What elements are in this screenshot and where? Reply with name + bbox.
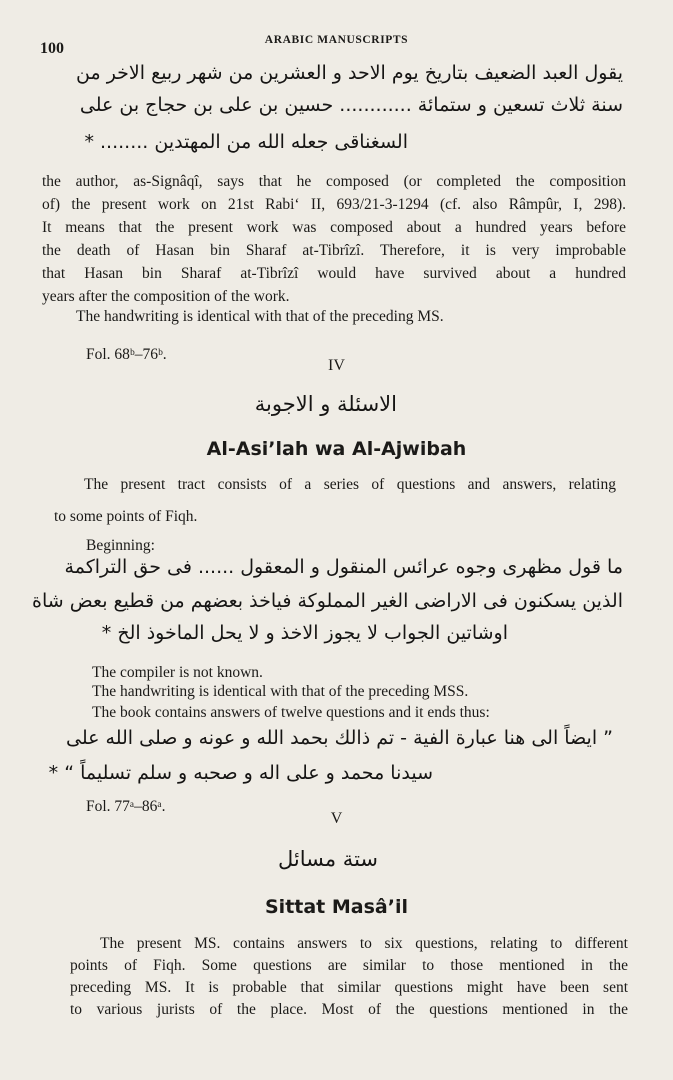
paragraph-line: of) the present work on 21st Rabi‘ II, 693/21-3-1294 (cf. also Râmpûr, I, 298). [42, 196, 626, 213]
paragraph-line: the death of Hasan bin Sharaf at-Tibrîzî. Therefore, it is very improbable [42, 242, 626, 259]
section-desc-line: to some points of Fiqh. [54, 508, 198, 525]
section-numeral: V [330, 810, 343, 827]
beginning-label: Beginning: [86, 537, 155, 554]
section-desc-line: points of Fiqh. Some questions are similar to those mentioned in the [70, 957, 628, 974]
colophon-arabic-line: سنة ثلاث تسعين و ستمائة ............ حسين بن على بن حجاج بن على [79, 94, 623, 116]
note-line: The handwriting is identical with that of the preceding MSS. [92, 683, 469, 700]
folio-reference: Fol. 77ᵃ–86ᵃ. [86, 798, 166, 815]
beginning-arabic-line: الذين يسكنون فى الاراضى الغير المملوكة فياخذ بعضهم من قطيع بعض شاة [32, 590, 623, 612]
section-desc-line: The present MS. contains answers to six questions, relating to different [100, 935, 628, 952]
beginning-arabic-line: اوشاتين الجواب لا يجوز الاخذ و لا يحل الماخوذ الخ * [101, 622, 508, 644]
section-title: Sittat Masâ’il [265, 896, 408, 918]
note-line: The book contains answers of twelve questions and it ends thus: [92, 704, 490, 721]
page-number: 100 [40, 40, 64, 57]
ending-arabic-line: سيدنا محمد و على اله و صحبه و سلم تسليماً “ * [48, 762, 433, 784]
section-desc-line: The present tract consists of a series of questions and answers, relating [84, 476, 616, 493]
paragraph-line: that Hasan bin Sharaf at-Tibrîzî would have survived about a hundred [42, 265, 626, 282]
paragraph-line: It means that the present work was composed about a hundred years before [42, 219, 626, 236]
paragraph-line: The handwriting is identical with that of the preceding MS. [76, 308, 444, 325]
ending-arabic-line: ” ايضاً الى هنا عبارة الفية - تم ذالك بحمد الله و عونه و صلى الله على [66, 727, 613, 749]
note-line: The compiler is not known. [92, 664, 263, 681]
section-desc-line: preceding MS. It is probable that similar questions might have been sent [70, 979, 628, 996]
folio-reference: Fol. 68ᵇ–76ᵇ. [86, 346, 167, 363]
paragraph-line: the author, as-Signâqî, says that he composed (or completed the composition [42, 173, 626, 190]
section-desc-line: to various jurists of the place. Most of the questions mentioned in the [70, 1001, 628, 1018]
section-arabic-title: الاسئلة و الاجوبة [254, 392, 397, 416]
colophon-arabic-line: السغناقى جعله الله من المهتدين ........ * [84, 131, 408, 153]
section-arabic-title: ستة مسائل [278, 847, 378, 871]
colophon-arabic-line: يقول العبد الضعيف بتاريخ يوم الاحد و العشرين من شهر ربيع الاخر من [76, 62, 623, 84]
paragraph-line: years after the composition of the work. [42, 288, 290, 305]
section-title: Al-Asi’lah wa Al-Ajwibah [206, 438, 467, 460]
beginning-arabic-line: ما قول مظهرى وجوه عرائس المنقول و المعقول ...... فى حق التراكمة [64, 556, 623, 578]
running-title: ARABIC MANUSCRIPTS [264, 34, 409, 46]
section-numeral: IV [328, 357, 345, 374]
